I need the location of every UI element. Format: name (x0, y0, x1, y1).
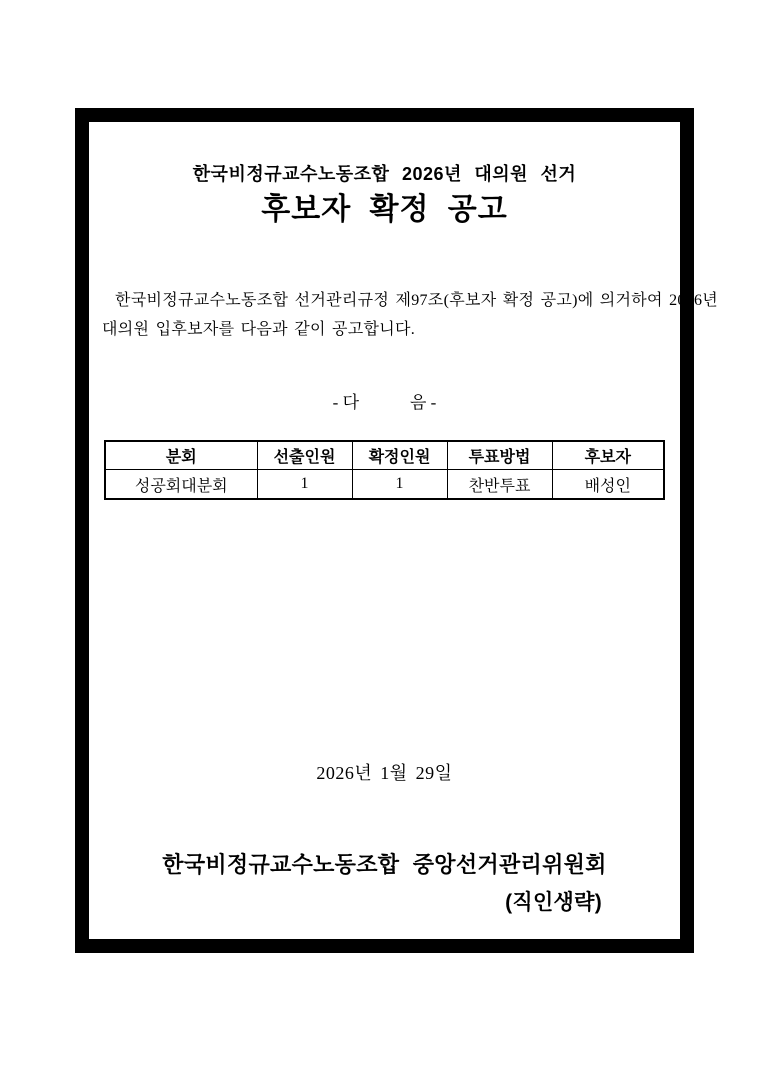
body-line-2: 대의원 입후보자를 다음과 같이 공고합니다. (102, 321, 416, 338)
election-title: 한국비정규교수노동조합 2026년 대의원 선거 (192, 164, 577, 184)
cell-candidate: 배성인 (552, 470, 664, 500)
announcement-date: 2026년 1월 29일 (316, 763, 453, 783)
issuer-name: 한국비정규교수노동조합 중앙선거관리위원회 (162, 852, 607, 877)
col-header-candidate: 후보자 (552, 441, 664, 470)
notice-title: 후보자 확정 공고 (261, 193, 508, 226)
notice-frame (75, 108, 719, 953)
daum-divider-label: - 다 음 - (332, 393, 437, 412)
table-header-row (105, 441, 664, 470)
col-header-branch: 분회 (105, 441, 257, 470)
col-header-seats-to-elect: 선출인원 (257, 441, 352, 470)
table-row (105, 470, 664, 500)
body-line-1: 한국비정규교수노동조합 선거관리규정 제97조(후보자 확정 공고)에 의거하여 2026년 (115, 292, 719, 309)
cell-voting-method: 찬반투표 (447, 470, 552, 500)
cell-branch: 성공회대분회 (105, 470, 257, 500)
cell-confirmed-count: 1 (352, 470, 447, 500)
candidate-table (104, 440, 665, 500)
cell-seats-to-elect: 1 (257, 470, 352, 500)
seal-omitted-note: (직인생략) (505, 891, 602, 914)
col-header-voting-method: 투표방법 (447, 441, 552, 470)
body-paragraph (102, 286, 719, 344)
col-header-confirmed-count: 확정인원 (352, 441, 447, 470)
